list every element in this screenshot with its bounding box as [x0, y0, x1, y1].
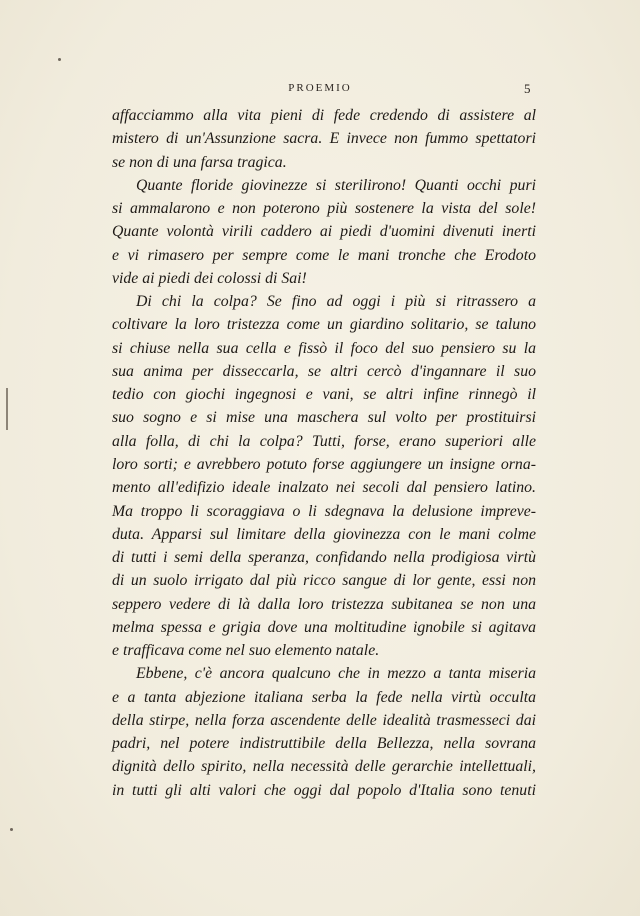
text-line: si chiuse nella sua cella e fissò il foco del suo pensiero su la [112, 339, 536, 357]
paper-speck [10, 828, 13, 831]
text-line: loro sorti; e avrebbero potuto forse aggiungere un insigne orna- [112, 455, 536, 473]
text-line: e vi rimasero per sempre come le mani tronche che Erodoto [112, 246, 536, 264]
text-line: Ma troppo li scoraggiava o li sdegnava la delusione impreve- [112, 502, 536, 520]
text-line: Quante floride giovinezze si sterilirono! Quanti occhi puri [136, 176, 536, 194]
text-line: di tutti i semi della speranza, confidando nella prodigiosa virtù [112, 549, 536, 567]
text-line: padri, nel potere indistruttibile della Bellezza, nella sovrana [112, 735, 536, 753]
text-line: Di chi la colpa? Se fino ad oggi i più si ritrassero a [136, 293, 536, 311]
text-line: alla folla, di chi la colpa? Tutti, forse, erano superiori alle [112, 432, 536, 450]
text-line: mistero di un'Assunzione sacra. E invece non fummo spettatori [112, 130, 536, 148]
body-text [112, 104, 536, 802]
text-line: sua anima per disseccarla, se altri cercò d'ingannare il suo [112, 362, 536, 380]
text-line: Quante volontà virili caddero ai piedi d'uomini divenuti inerti [112, 223, 536, 241]
text-line: mento all'edifizio ideale inalzato nei secoli dal pensiero latino. [112, 479, 536, 497]
text-line: suo sogno e si mise una maschera sul volto per prostituirsi [112, 409, 536, 427]
running-title: PROEMIO [288, 82, 352, 94]
text-line: coltivare la loro tristezza come un giardino solitario, se taluno [112, 316, 536, 334]
paper-speck [58, 58, 61, 61]
text-line: tedio con giochi ingegnosi e vani, se altri infine rinnegò il [112, 386, 536, 404]
text-line: in tutti gli alti valori che oggi dal popolo d'Italia sono tenuti [112, 781, 536, 799]
text-line: se non di una farsa tragica. [112, 153, 287, 171]
text-line: melma spessa e grigia dove una moltitudine ignobile si agitava [112, 618, 536, 636]
page-number: 5 [524, 81, 531, 96]
binding-mark [6, 388, 8, 430]
text-line: affacciammo alla vita pieni di fede credendo di assistere al [112, 107, 536, 124]
text-line: si ammalarono e non poterono più sostenere la vista del sole! [112, 200, 536, 218]
text-line: seppero vedere di là dalla loro tristezza subitanea se non una [112, 595, 536, 613]
text-line: di un suolo irrigato dal più ricco sangue di lor gente, essi non [112, 572, 536, 590]
text-line: vide ai piedi dei colossi di Sai! [112, 269, 307, 287]
text-line: Ebbene, c'è ancora qualcuno che in mezzo a tanta miseria [136, 665, 536, 683]
text-line: della stirpe, nella forza ascendente delle idealità trasmesseci dai [112, 711, 536, 729]
text-line: e trafficava come nel suo elemento natale. [112, 642, 380, 660]
text-line: dignità dello spirito, nella necessità delle gerarchie intellettuali, [112, 758, 536, 776]
text-line: e a tanta abjezione italiana serba la fede nella virtù occulta [112, 688, 536, 706]
text-line: duta. Apparsi sul limitare della giovinezza con le mani colme [112, 525, 536, 543]
